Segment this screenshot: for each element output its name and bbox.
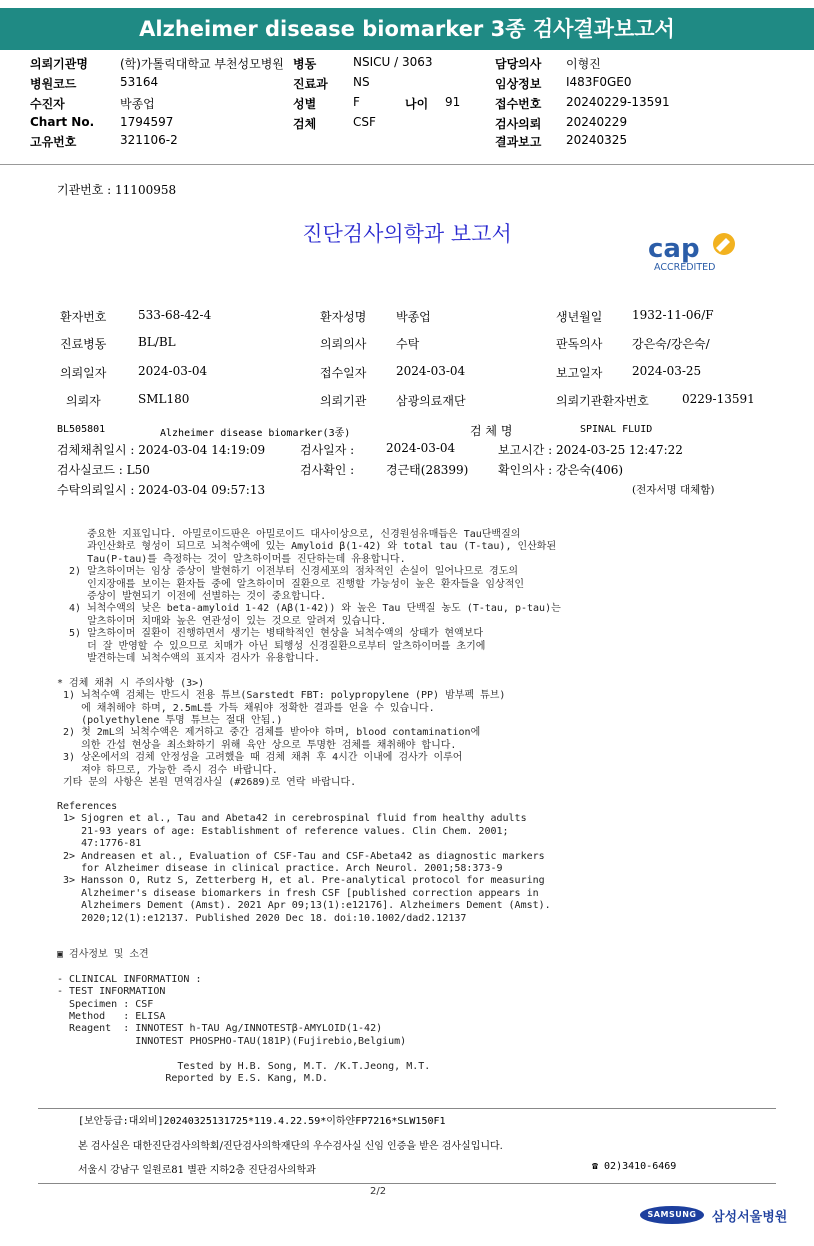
header-label: 검체 (293, 117, 317, 131)
confirm-doctor: 확인의사 : 강은숙(406) (498, 463, 624, 477)
header-value: 20240229-13591 (566, 95, 670, 109)
body-line: 알츠하이머 치매와 높은 연관성이 있는 것으로 알려져 있습니다. (57, 615, 387, 627)
header-value: 박종업 (120, 97, 155, 111)
header-label: 고유번호 (30, 135, 77, 149)
test-confirm-value: 경근태(28399) (386, 463, 469, 477)
reference-line: 2020;12(1):e12137. Published 2020 Dec 18. doi:10.1002/dad2.12137 (57, 912, 467, 924)
page-number: 2/2 (370, 1186, 387, 1197)
header-label: 의뢰기관명 (30, 57, 88, 71)
collect-time: 검체채취일시 : 2024-03-04 14:19:09 (57, 443, 266, 457)
report-time: 보고시간 : 2024-03-25 12:47:22 (498, 443, 683, 457)
body-line: 져야 하므로, 가능한 즉시 검수 바랍니다. (57, 764, 278, 776)
specimen-label: 검 체 명 (470, 424, 513, 438)
header-value: NSICU / 3063 (353, 55, 433, 69)
header-value: (학)가톨릭대학교 부천성모병원 (120, 57, 284, 71)
header-label: 결과보고 (495, 135, 542, 149)
patient-label: 환자성명 (320, 310, 367, 324)
patient-label: 의뢰기관환자번호 (556, 394, 649, 408)
test-date-value: 2024-03-04 (386, 441, 456, 455)
test-info-line: Reagent : INNOTEST h-TAU Ag/INNOTESTβ-AMYLOID(1-42) (57, 1023, 383, 1035)
institution-no: 기관번호 : 11100958 (57, 183, 177, 197)
samsung-logo-text: SAMSUNG (647, 1210, 697, 1219)
reference-line: 21-93 years of age: Establishment of reference values. Clin Chem. 2001; (57, 825, 509, 837)
report-banner: Alzheimer disease biomarker 3종 검사결과보고서 (0, 8, 814, 50)
reference-line: References (57, 801, 118, 812)
patient-value: 수탁 (396, 337, 420, 351)
test-info-line: ▣ 검사정보 및 소견 (57, 949, 149, 960)
e-signature: (전자서명 대체함) (632, 484, 715, 496)
test-info-line: INNOTEST PHOSPHO-TAU(181P)(Fujirebio,Belgium) (57, 1035, 407, 1047)
body-line (57, 665, 561, 677)
cert-line: 본 검사실은 대한진단검사의학회/진단검사의학재단의 우수검사실 신임 인증을 받은 검사실입니다. (78, 1141, 503, 1152)
body-line: 인지장애를 보이는 환자들 중에 알츠하이머 질환으로 진행할 가능성이 높은 환자들을 임상적인 (57, 578, 525, 590)
body-line: 기타 문의 사항은 본원 면역검사실 (#2689)로 연락 바랍니다. (57, 777, 357, 789)
patient-label: 진료병동 (60, 337, 107, 351)
header-label: 접수번호 (495, 97, 542, 111)
patient-label: 의뢰의사 (320, 337, 367, 351)
body-text (57, 529, 561, 790)
patient-label: 환자번호 (60, 310, 107, 324)
samsung-logo (640, 1206, 704, 1224)
header-value: 53164 (120, 75, 159, 89)
body-line: 중요한 지표입니다. 아밀로이드판은 아밀로이드 대사이상으로, 신경원섬유매듭은 Tau단백질의 (57, 529, 521, 540)
header-label: 병원코드 (30, 77, 77, 91)
footer-divider (38, 1108, 776, 1109)
patient-value: 533-68-42-4 (138, 308, 212, 322)
test-info-line: - TEST INFORMATION (57, 986, 166, 998)
body-line: 2) 첫 2mL의 뇌척수액은 제거하고 중간 검체를 받아야 하며, blood contamination에 (57, 727, 481, 739)
body-line: Tau(P-tau)를 측정하는 것이 알츠하이머를 진단하는데 유용합니다. (57, 553, 406, 565)
header-label: 성별 (293, 97, 317, 111)
patient-label: 의뢰일자 (60, 366, 107, 380)
consign-time: 수탁의뢰일시 : 2024-03-04 09:57:13 (57, 483, 266, 497)
reference-line: 2> Andreasen et al., Evaluation of CSF-Tau and CSF-Abeta42 as diagnostic markers (57, 850, 545, 862)
test-info-line: Specimen : CSF (57, 998, 154, 1010)
header-value: F (353, 95, 360, 109)
patient-value: BL/BL (138, 335, 176, 349)
patient-label: 의뢰자 (66, 394, 101, 408)
body-line: 1) 뇌척수액 검체는 반드시 전용 튜브(Sarstedt FBT: polypropylene (PP) 밤부펙 튜브) (57, 690, 506, 702)
reference-line: Alzheimer's disease biomarkers in fresh CSF [published correction appears in (57, 887, 539, 899)
header-value: 이형진 (566, 57, 601, 71)
patient-value: 1932-11-06/F (632, 308, 714, 322)
body-line: 더 잘 반영할 수 있으므로 치매가 아닌 퇴행성 신경질환으로부터 알츠하이머를 초기에 (57, 640, 486, 652)
patient-label: 접수일자 (320, 366, 367, 380)
reference-line: Alzheimers Dement (Amst). 2021 Apr 09;13(1):e12176]. Alzheimers Dement (Amst). (57, 900, 551, 912)
cap-logo-sub: ACCREDITED (654, 262, 716, 272)
header-label: 병동 (293, 57, 317, 71)
patient-label: 판독의사 (556, 337, 603, 351)
test-info-line: - CLINICAL INFORMATION : (57, 973, 202, 985)
header-value: CSF (353, 115, 376, 129)
header-label: 검사의뢰 (495, 117, 542, 131)
header-label: 임상정보 (495, 77, 542, 91)
footer-divider-2 (38, 1183, 776, 1184)
references (57, 801, 551, 925)
patient-value: 2024-03-25 (632, 364, 702, 378)
body-line: 증상이 발현되기 이전에 선별하는 것이 중요합니다. (57, 591, 327, 603)
cap-logo-text: cap (648, 234, 700, 264)
patient-value: 2024-03-04 (396, 364, 466, 378)
body-line: 발견하는데 뇌척수액의 표지자 검사가 유용합니다. (57, 653, 321, 665)
reference-line: 47:1776-81 (57, 838, 142, 850)
patient-label: 보고일자 (556, 366, 603, 380)
address-line: 서울시 강남구 일원로81 별관 지하2층 진단검사의학과 (78, 1165, 316, 1176)
patient-value: 삼광의료재단 (396, 394, 466, 408)
test-info-line: Reported by E.S. Kang, M.D. (57, 1073, 328, 1085)
header-label: 담당의사 (495, 57, 542, 71)
specimen-value: SPINAL FLUID (580, 424, 653, 435)
age-value: 91 (445, 95, 461, 109)
patient-value: 강은숙/강은숙/ (632, 337, 710, 351)
reference-line: 1> Sjogren et al., Tau and Abeta42 in cerebrospinal fluid from healthy adults (57, 813, 527, 825)
patient-value: 2024-03-04 (138, 364, 208, 378)
test-name: Alzheimer disease biomarker(3종) (160, 428, 351, 439)
test-info-line (57, 1048, 430, 1060)
header-label: 진료과 (293, 77, 328, 91)
header-value: NS (353, 75, 370, 89)
body-line: 5) 알츠하이머 질환이 진행하면서 생기는 병태학적인 현상을 뇌척수액의 상태가 현액보다 (57, 628, 484, 640)
body-line: 3) 상온에서의 검체 안정성을 고려했을 때 검체 채취 후 4시간 이내에 검사가 이루어 (57, 752, 463, 764)
test-code: BL505801 (57, 424, 106, 435)
test-info-line: Method : ELISA (57, 1011, 166, 1023)
patient-label: 의뢰기관 (320, 394, 367, 408)
test-info-line: Tested by H.B. Song, M.T. /K.T.Jeong, M.T. (57, 1060, 431, 1072)
hospital-name: 삼성서울병원 (712, 1210, 788, 1225)
header-value: 1794597 (120, 115, 174, 129)
patient-value: 박종업 (396, 310, 431, 324)
test-info (57, 949, 430, 1085)
security-line: [보안등급:대외비]20240325131725*119.4.22.59*이하얀FP7216*SLW150F1 (78, 1116, 446, 1127)
header-value: I483F0GE0 (566, 75, 632, 89)
reference-line: 3> Hansson O, Rutz S, Zetterberg H, et al. Pre-analytical protocol for measuring (57, 875, 545, 887)
divider (0, 164, 814, 165)
header-value: 321106-2 (120, 133, 178, 147)
test-info-line (57, 961, 430, 973)
phone-line: ☎ 02)3410-6469 (592, 1161, 677, 1172)
body-line: * 검체 채취 시 주의사항 (3>) (57, 677, 205, 689)
body-line: 4) 뇌척수액의 낮은 beta-amyloid 1-42 (Aβ(1-42)) 와 높은 Tau 단백질 농도 (T-tau, p-tau)는 (57, 603, 561, 615)
reference-line: for Alzheimer disease in clinical practice. Arch Neurol. 2001;58:373-9 (57, 863, 503, 875)
header-value: 20240325 (566, 133, 628, 147)
header-value: 20240229 (566, 115, 628, 129)
body-line: 과인산화로 형성이 되므로 뇌척수액에 있는 Amyloid β(1-42) 와 total tau (T-tau), 인산화된 (57, 541, 557, 553)
cap-accredited-logo (646, 230, 756, 272)
body-line: 2) 알츠하이머는 임상 증상이 발현하기 이전부터 신경세포의 점차적인 손실이 일어나므로 경도의 (57, 566, 519, 578)
age-label: 나이 (405, 97, 429, 111)
test-date-label: 검사일자 : (300, 443, 355, 457)
body-line: (polyethylene 투명 튜브는 절대 안됨.) (57, 715, 283, 727)
patient-label: 생년월일 (556, 310, 603, 324)
body-line: 의한 간섭 현상을 최소화하기 위해 육안 상으로 투명한 검체를 채취해야 합니다. (57, 739, 457, 751)
test-confirm-label: 검사확인 : (300, 463, 355, 477)
header-label: Chart No. (30, 115, 95, 129)
patient-value: SML180 (138, 392, 190, 406)
header-label: 수진자 (30, 97, 65, 111)
report-title: 진단검사의학과 보고서 (302, 222, 512, 246)
body-line: 에 채취해야 하며, 2.5mL를 가득 채워야 정확한 결과를 얻을 수 있습니다. (57, 702, 435, 714)
patient-value: 0229-13591 (682, 392, 755, 406)
lab-code: 검사실코드 : L50 (57, 463, 150, 477)
